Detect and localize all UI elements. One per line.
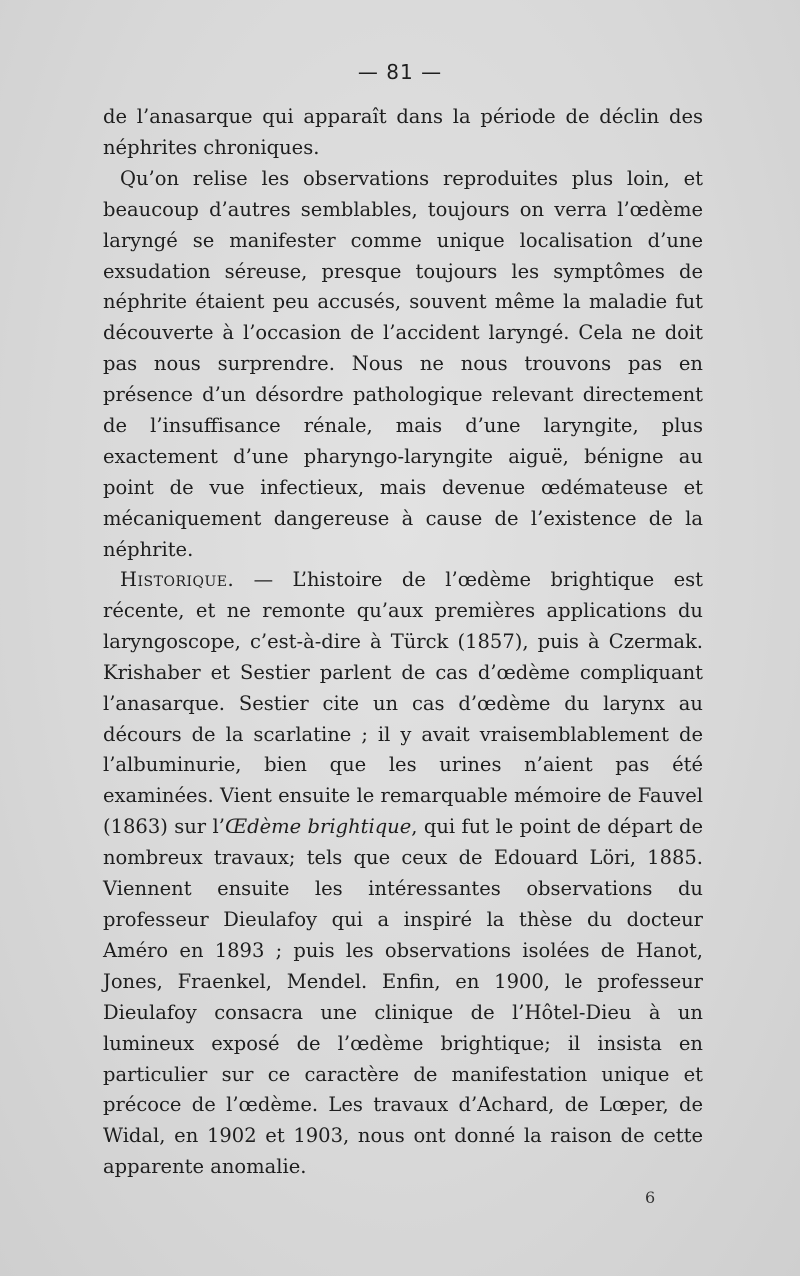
text-block-first: [103, 102, 703, 566]
paragraph-historique: [103, 565, 703, 1183]
signature-mark: 6: [645, 1188, 656, 1207]
historique-text-part2: , qui fut le point de départ de nombreux travaux; tels que ceux de Edouard Löri, 1885. Viennent ensuite les intéressantes observations du professeur Dieulafoy qui a inspiré la thèse du docteur Améro en 1893 ; puis les observations isolées de Hanot, Jones, Fraenkel, Mendel. Enfin, en 1900, le professeur Dieulafoy consacra une clinique de l’Hôtel-Dieu à un lumineux exposé de l’œdème brightique; il insista en particulier sur ce caractère de manifestation unique et précoce de l’œdème. Les travaux d’Achard, de Lœper, de Widal, en 1902 et 1903, nous ont donné la raison de cette apparente anomalie.: [103, 815, 704, 1179]
historique-text-part1: — L’histoire de l’œdème brightique est récente, et ne remonte qu’aux premières applications du laryngoscope, c’est-à-dire à Türck (1857), puis à Czermak. Krishaber et Sestier parlent de cas d’œdème compliquant l’anasarque. Sestier cite un cas d’œdème du larynx au décours de la scarlatine ; il y avait vraisemblablement de l’albuminurie, bien que les urines n’aient pas été examinées. Vient ensuite le remarquable mémoire de Fauvel (1863) sur l’: [103, 568, 703, 839]
paragraph-observations: Qu’on relise les observations reproduites plus loin, et beaucoup d’autres semblables, toujours on verra l’œdème laryngé se manifester comme unique localisation d’une exsudation séreuse, presque toujours les symptômes de néphrite étaient peu accusés, souvent même la maladie fut découverte à l’occasion de l’accident laryngé. Cela ne doit pas nous surprendre. Nous ne nous trouvons pas en présence d’un désordre pathologique relevant directement de l’insuffisance rénale, mais d’une laryngite, plus exactement d’une pharyngo-laryngite aiguë, bénigne au point de vue infectieux, mais devenue œdémateuse et mécaniquement dangereuse à cause de l’existence de la néphrite.: [103, 166, 703, 561]
paragraph-continuation: de l’anasarque qui apparaît dans la période de déclin des néphrites chroniques.: [103, 105, 703, 159]
text-block-historique: [103, 565, 703, 1183]
historique-italic-title: Œdème brightique: [224, 815, 412, 839]
page-number: — 81 —: [357, 60, 443, 84]
historique-heading: Historique.: [120, 568, 235, 591]
